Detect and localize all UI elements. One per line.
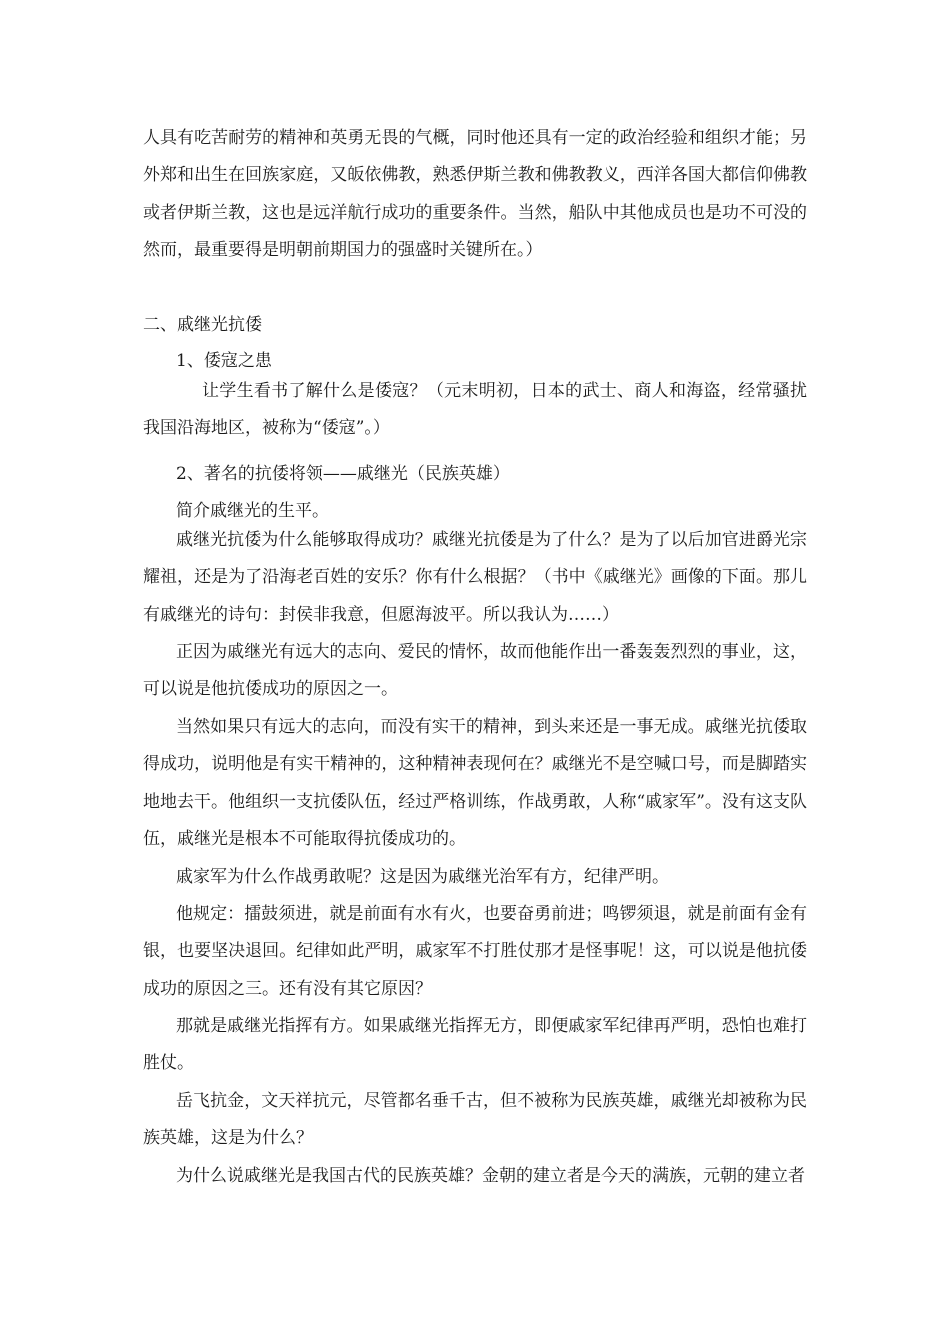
paragraph-wokou-explain: 让学生看书了解什么是倭寇？（元末明初，日本的武士、商人和海盗，经常骚扰我国沿海地区，被称为“倭寇”。） (143, 381, 807, 439)
paragraph-national-hero-question: 岳飞抗金，文天祥抗元，尽管都名垂千古，但不被称为民族英雄，戚继光却被称为民族英雄，这是为什么？ (143, 1091, 807, 1149)
paragraph-rules: 他规定：擂鼓须进，就是前面有水有火，也要奋勇前进；鸣锣须退，就是前面有金有银，也要坚决退回。纪律如此严明，戚家军不打胜仗那才是怪事呢！这，可以说是他抗倭成功的原因之三。还有没有其它原因？ (143, 904, 807, 999)
paragraph-practical-spirit: 当然如果只有远大的志向，而没有实干的精神，到头来还是一事无成。戚继光抗倭取得成功，说明他是有实干精神的，这种精神表现何在？戚继光不是空喊口号，而是脚踏实地地去干。他组织一支抗倭队伍，经过严格训练，作战勇敢，人称“戚家军”。没有这支队伍，戚继光是根本不可能取得抗倭成功的。 (143, 717, 807, 850)
paragraph-why-success: 戚继光抗倭为什么能够取得成功？戚继光抗倭是为了什么？是为了以后加官进爵光宗耀祖，还是为了沿海老百姓的安乐？你有什么根据？（书中《戚继光》画像的下面。那儿有戚继光的诗句：封侯非我意，但愿海波平。所以我认为……） (143, 530, 807, 625)
subheading-wokou: 1、倭寇之患 (176, 351, 272, 371)
paragraph-bio: 简介戚继光的生平。 (176, 501, 329, 521)
paragraph-command: 那就是戚继光指挥有方。如果戚继光指挥无方，即便戚家军纪律再严明，恐怕也难打胜仗。 (143, 1016, 807, 1074)
section-heading-qijiguang: 二、戚继光抗倭 (143, 315, 262, 335)
paragraph-reason-one: 正因为戚继光有远大的志向、爱民的情怀，故而他能作出一番轰轰烈烈的事业，这，可以说是他抗倭成功的原因之一。 (143, 642, 807, 700)
subheading-general: 2、著名的抗倭将领——戚继光（民族英雄） (176, 464, 510, 484)
paragraph-zhenghe-conclusion: 人具有吃苦耐劳的精神和英勇无畏的气概，同时他还具有一定的政治经验和组织才能；另外郑和出生在回族家庭，又皈依佛教，熟悉伊斯兰教和佛教教义，西洋各国大都信仰佛教或者伊斯兰教，这也是远洋航行成功的重要条件。当然，船队中其他成员也是功不可没的然而，最重要得是明朝前期国力的强盛时关键所在。） (143, 128, 807, 261)
paragraph-discipline: 戚家军为什么作战勇敢呢？这是因为戚继光治军有方，纪律严明。 (176, 867, 669, 887)
paragraph-national-hero-why: 为什么说戚继光是我国古代的民族英雄？金朝的建立者是今天的满族，元朝的建立者 (176, 1166, 805, 1186)
